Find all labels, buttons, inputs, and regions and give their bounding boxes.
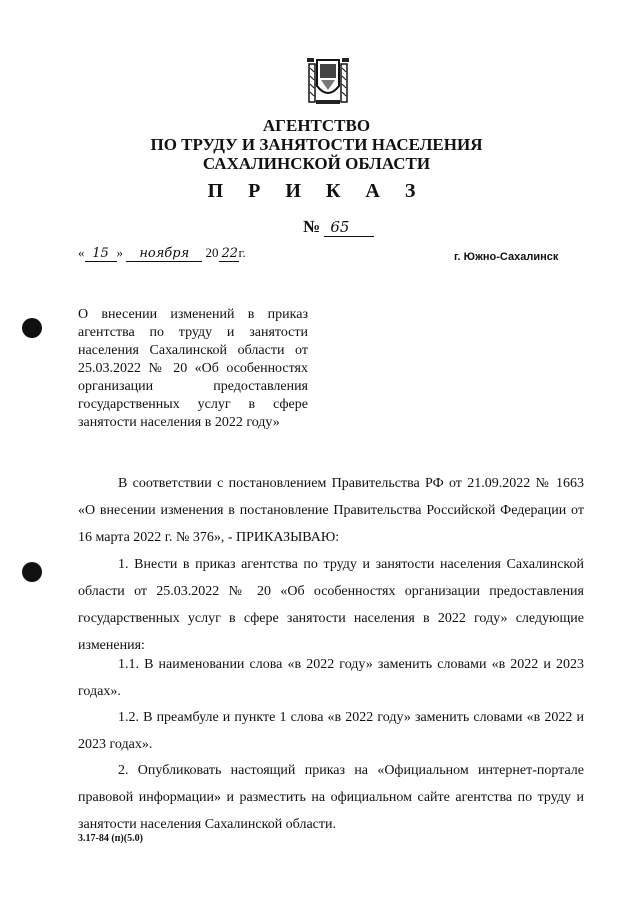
date-year: 22 [219,246,239,262]
paragraph-item-1-1 [78,651,584,705]
paragraph-item-1 [78,551,584,659]
paragraph-preamble [78,470,584,551]
item-2-text: 2. Опубликовать настоящий приказ на «Официальном интернет-портале правовой информации» и разместить на официальном сайте агентства по труду и занятости населения Сахалинской области. [78,763,584,832]
paragraph-item-1-2 [78,704,584,758]
date-year-prefix: 20 [205,245,219,260]
punch-hole [22,318,42,338]
date-quote-close: » [116,245,123,260]
coat-of-arms-emblem [306,56,350,106]
order-subject [78,306,308,432]
number-value: 65 [324,218,374,237]
date-day: 15 [85,246,117,262]
org-name-line2: ПО ТРУДУ И ЗАНЯТОСТИ НАСЕЛЕНИЯ [150,135,483,154]
order-number [303,217,374,237]
item-1-text: 1. Внести в приказ агентства по труду и занятости населения Сахалинской области от 25.03.2022 № 20 «Об особенностях организации предоставления государственных услуг в сфере занятости населения в 2022 году» следующие изменения: [78,557,584,653]
city: г. Южно-Сахалинск [454,251,559,263]
date-year-suffix: г. [238,245,246,260]
footer-code: 3.17-84 (п)(5.0) [78,833,143,844]
preamble-text: В соответствии с постановлением Правительства РФ от 21.09.2022 № 1663 «О внесении изменения в постановление Правительства Российской Федерации от 16 марта 2022 г. № 376», - ПРИКАЗЫВАЮ: [78,476,584,545]
subject-text: О внесении изменений в приказ агентства по труду и занятости населения Сахалинской области от 25.03.2022 № 20 «Об особенностях организации предоставления государственных услуг в сфере занятости населения в 2022 году» [78,307,308,430]
number-label: № [303,217,321,236]
org-name-line1: АГЕНТСТВО [262,116,371,135]
order-date [78,245,246,262]
paragraph-item-2 [78,757,584,838]
punch-hole [22,562,42,582]
date-month: ноября [126,246,202,262]
org-name-line3: САХАЛИНСКОЙ ОБЛАСТИ [202,154,431,173]
item-1-2-text: 1.2. В преамбуле и пункте 1 слова «в 2022 году» заменить словами «в 2022 и 2023 годах». [78,710,584,752]
document-type-title: П Р И К А З [207,180,426,202]
date-quote-open: « [78,245,85,260]
item-1-1-text: 1.1. В наименовании слова «в 2022 году» заменить словами «в 2022 и 2023 годах». [78,657,584,699]
